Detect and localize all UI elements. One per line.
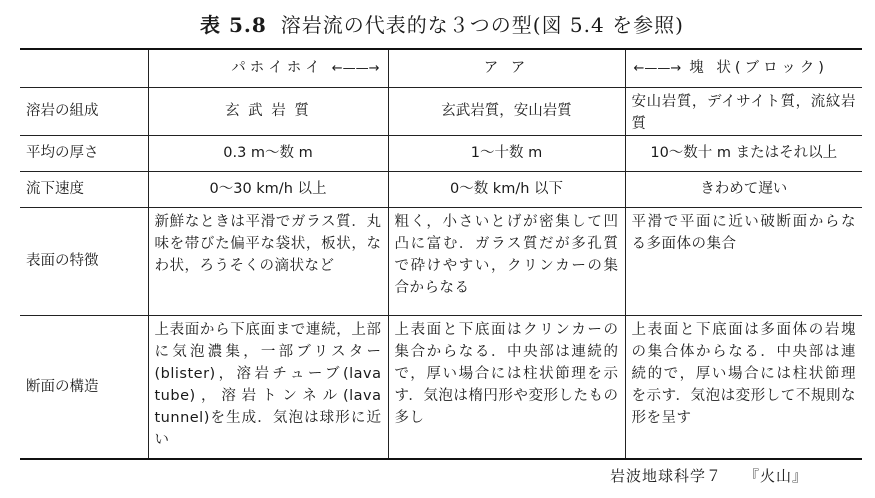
header-block [625, 49, 862, 87]
source-series: 岩波地球科学７ [610, 467, 723, 485]
header-block-label: 塊 状(ブロック) [689, 59, 828, 76]
cell-aa: 粗く，小さいとげが密集して凹凸に富む．ガラス質だが多孔質で砕けやすい，クリンカーの集合からなる [388, 207, 625, 315]
header-empty-cell [20, 49, 148, 87]
table-row [20, 315, 862, 459]
cell-pahoehoe: 0.3 m～数 m [148, 135, 388, 171]
cell-block: 安山岩質，デイサイト質，流紋岩質 [625, 87, 862, 135]
cell-block: きわめて遅い [625, 171, 862, 207]
table-number: 表 5.8 [200, 13, 267, 37]
cell-aa: 0～数 km/h 以下 [388, 171, 625, 207]
cell-block: 上表面と下底面は多面体の岩塊の集合体からなる．中央部は連続的で，厚い場合には柱状節理を示す．気泡は変形して不規則な形を呈す [625, 315, 862, 459]
table-title-text: 溶岩流の代表的な３つの型(図 5.4 を参照) [280, 13, 684, 37]
header-pahoehoe-label: パホイホイ [231, 59, 324, 76]
header-pahoehoe [148, 49, 388, 87]
table-row [20, 171, 862, 207]
cell-aa: 1～十数 m [388, 135, 625, 171]
arrow-left-right-icon: ←——→ [633, 60, 682, 76]
cell-pahoehoe: 0～30 km/h 以上 [148, 171, 388, 207]
cell-aa: 上表面と下底面はクリンカーの集合からなる．中央部は連続的で，厚い場合には柱状節理を示す．気泡は楕円形や変形したもの多し [388, 315, 625, 459]
row-label: 表面の特徴 [20, 207, 148, 315]
cell-pahoehoe: 新鮮なときは平滑でガラス質．丸味を帯びた偏平な袋状，板状，なわ状，ろうそくの滴状など [148, 207, 388, 315]
cell-aa: 玄武岩質，安山岩質 [388, 87, 625, 135]
table-header-row [20, 49, 862, 87]
table-title [200, 9, 720, 38]
table-row [20, 135, 862, 171]
cell-pahoehoe: 玄 武 岩 質 [148, 87, 388, 135]
row-label: 断面の構造 [20, 315, 148, 459]
source-citation [610, 465, 808, 486]
arrow-left-right-icon: ←——→ [331, 60, 380, 76]
cell-block: 平滑で平面に近い破断面からなる多面体の集合 [625, 207, 862, 315]
row-label: 平均の厚さ [20, 135, 148, 171]
cell-pahoehoe: 上表面から下底面まで連続，上部に気泡濃集，一部ブリスター(blister)，溶岩チューブ(lava tube)，溶岩トンネル(lava tunnel)を生成．気泡は球形に近い [148, 315, 388, 459]
row-label: 流下速度 [20, 171, 148, 207]
cell-block: 10～数十 m またはそれ以上 [625, 135, 862, 171]
lava-flow-table [20, 48, 862, 460]
header-aa-label: ア ア [483, 60, 530, 77]
header-aa [388, 49, 625, 87]
row-label: 溶岩の組成 [20, 87, 148, 135]
table-row [20, 87, 862, 135]
source-book: 『火山』 [744, 467, 809, 485]
table-row [20, 207, 862, 315]
